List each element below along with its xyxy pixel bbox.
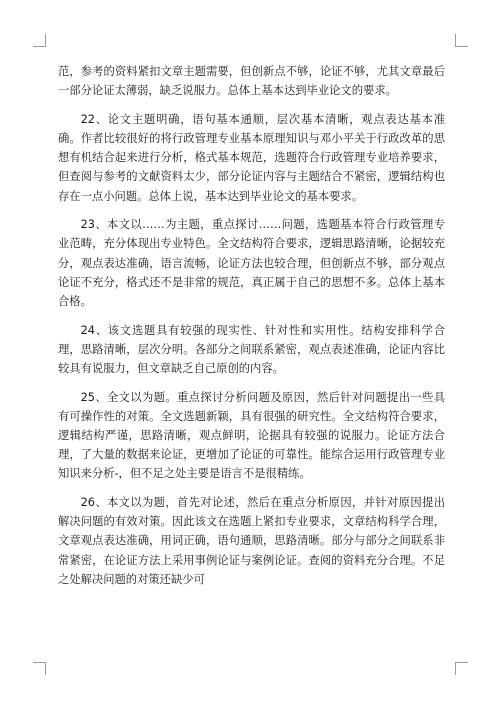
crop-mark-top-right — [455, 34, 468, 47]
crop-mark-bottom-right — [455, 662, 468, 675]
paragraph-22: 22、论文主题明确，语句基本通顺，层次基本清晰，观点表达基本准确。作者比较很好的将行政管理专业基本原理知识与邓小平关于行政改革的思想有机结合起来进行分析，格式基本规范，选题符合行政管理专业培养要求，但查阅与参考的文献资料太少，部分论证内容与主题结合不紧密，逻辑结构也存在一点小问题。总体上说，基本达到毕业论文的基本要求。 — [58, 112, 445, 203]
paragraph-24: 24、该文选题具有较强的现实性、针对性和实用性。结构安排科学合理，思路清晰，层次分明。各部分之间联系紧密，观点表述准确，论证内容比较具有说服力，但文章缺乏自己原创的内容。 — [58, 323, 445, 376]
document-body — [58, 62, 445, 598]
paragraph-23: 23、本文以……为主题，重点探讨……问题，选题基本符合行政管理专业范畴，充分体现出专业特色。全文结构符合要求，逻辑思路清晰，论据较充分，观点表达准确，语言流畅，论证方法也较合理，但创新点不够，部分观点论证不充分，格式还不是非常的规范，真正属于自己的思想不多。总体上基本合格。 — [58, 218, 445, 309]
paragraph-26: 26、本文以为题，首先对论述，然后在重点分析原因，并针对原因提出解决问题的有效对策。因此该文在选题上紧扣专业要求，文章结构科学合理，文章观点表达准确，用词正确，语句通顺，思路清晰。部分与部分之间联系非常紧密，在论证方法上采用事例论证与案例论证。查阅的资料充分合理。不足之处解决问题的对策还缺少可 — [58, 496, 445, 586]
crop-mark-top-left — [33, 34, 46, 47]
paragraph-25: 25、全文以为题。重点探讨分析问题及原因，然后针对问题提出一些具有可操作性的对策。全文选题新颖，具有很强的研究性。全文结构符合要求，逻辑结构严谨，思路清晰，观点鲜明，论据具有较强的说服力。论证方法合理，了大量的数据来论证，更增加了论证的可靠性。能综合运用行政管理专业知识来分析-，但不足之处主要是语言不是很精练。 — [58, 390, 445, 481]
crop-mark-bottom-left — [33, 662, 46, 675]
paragraph-continued: 范，参考的资料紧扣文章主题需要，但创新点不够，论证不够，尤其文章最后一部分论证太薄弱，缺乏说服力。总体上基本达到毕业论文的要求。 — [58, 65, 445, 98]
